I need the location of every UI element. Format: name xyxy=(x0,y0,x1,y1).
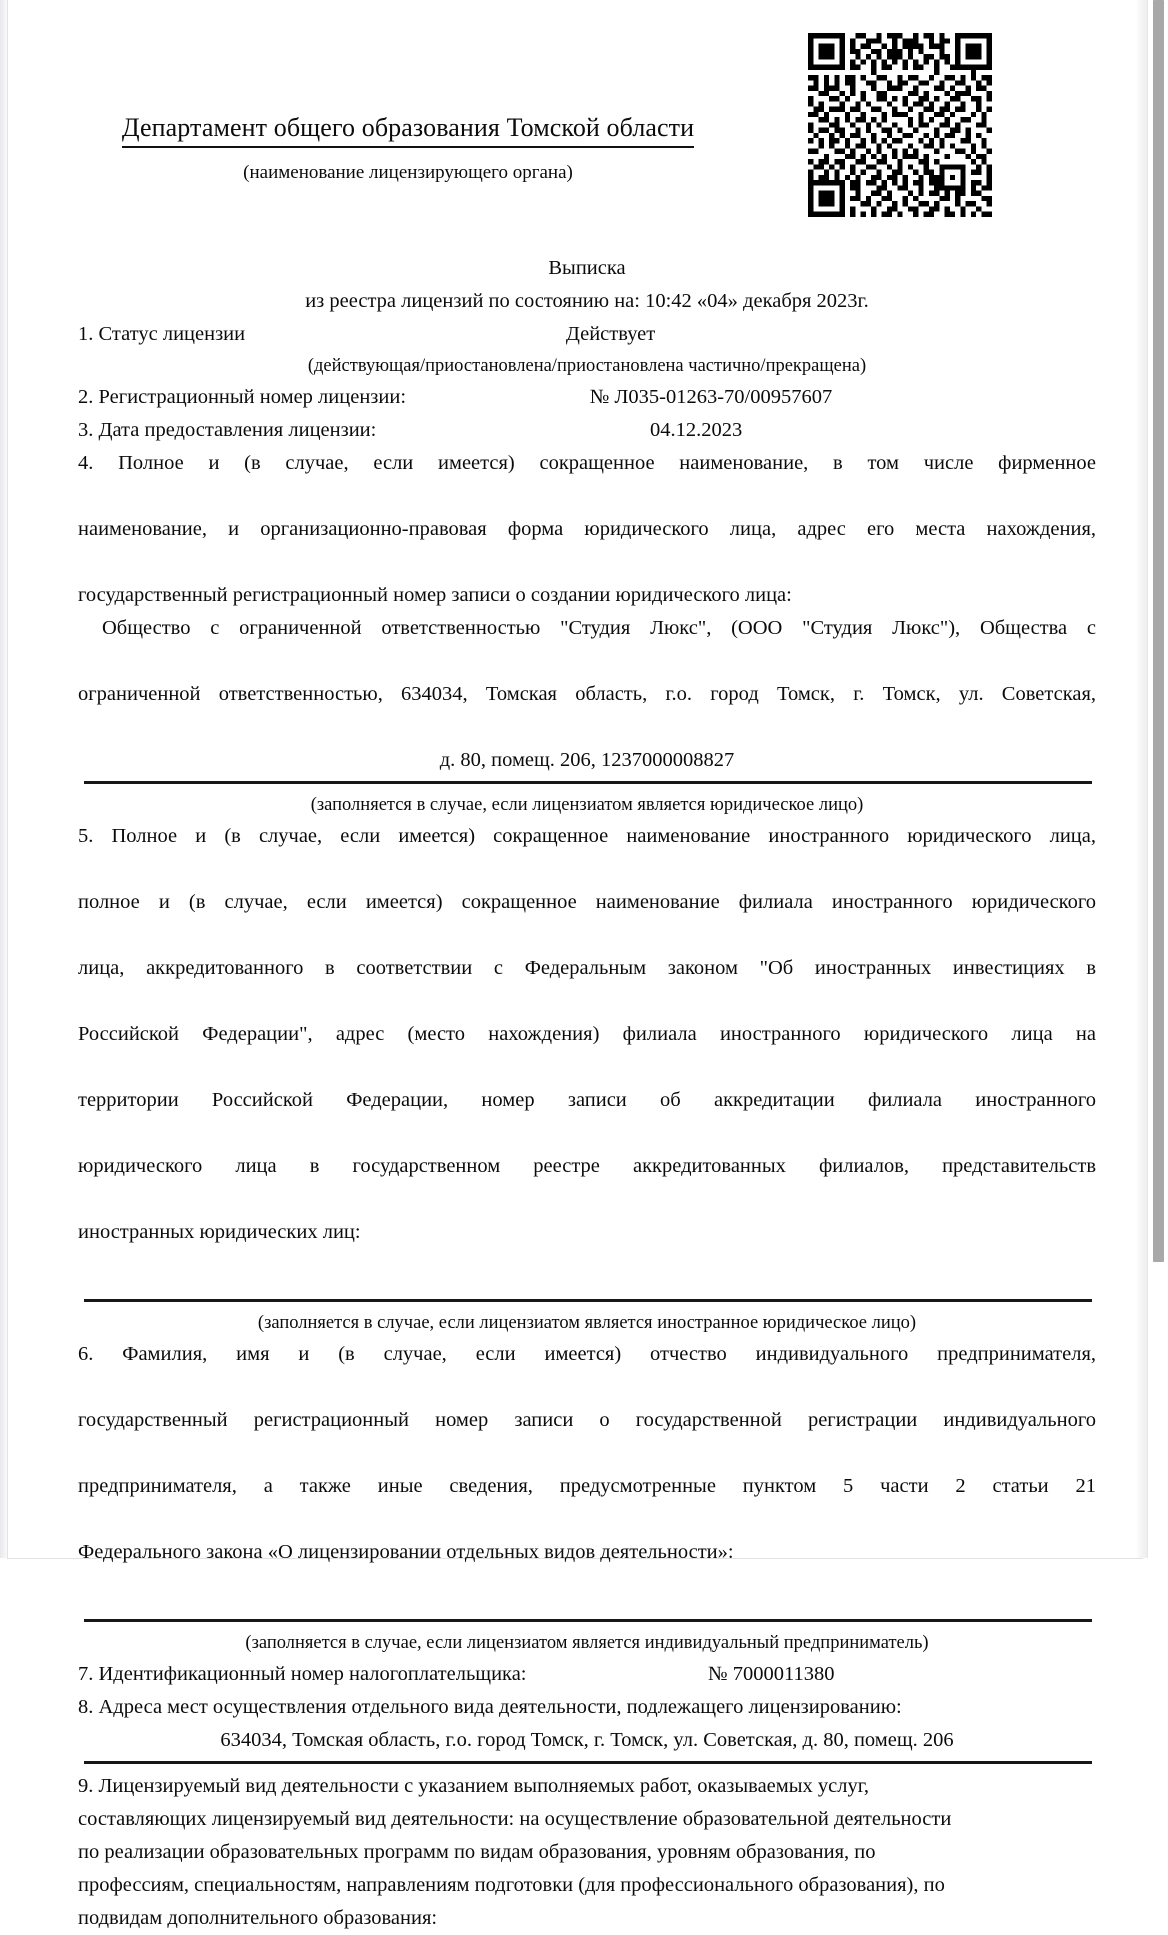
item-6-text-line-2: государственный регистрационный номер записи о государственной регистрации индивидуального xyxy=(78,1409,1096,1431)
licensing-authority-name: Департамент общего образования Томской области xyxy=(122,112,694,148)
document-subtitle: из реестра лицензий по состоянию на: 10:42 «04» декабря 2023г. xyxy=(305,290,869,312)
item-1-note: (действующая/приостановлена/приостановлена частично/прекращена) xyxy=(307,356,867,376)
scrollbar-thumb[interactable] xyxy=(1153,0,1164,1262)
item-4-text-line-3: государственный регистрационный номер записи о создании юридического лица: xyxy=(78,584,792,606)
item-5-value xyxy=(78,1249,1096,1295)
item-4-value-line-2: ограниченной ответственностью, 634034, Томская область, г.о. город Томск, г. Томск, ул. Советская, xyxy=(78,683,1096,705)
item-1-status xyxy=(78,318,1096,351)
item-9-text-line-5: подвидам дополнительного образования: xyxy=(78,1907,438,1929)
item-5-rule xyxy=(84,1299,1092,1302)
licensing-authority-caption: (наименование лицензирующего органа) xyxy=(243,162,573,183)
item-8-label: 8. Адреса мест осуществления отдельного вида деятельности, подлежащего лицензированию: xyxy=(78,1696,902,1718)
qr-code xyxy=(803,28,997,222)
item-4-value-line-1: Общество с ограниченной ответственностью "Студия Люкс", (ООО "Студия Люкс"), Общества с xyxy=(102,617,1096,639)
item-3-value: 04.12.2023 xyxy=(650,419,743,441)
item-6-text-line-1: 6. Фамилия, имя и (в случае, если имеется) отчество индивидуального предпринимателя, xyxy=(78,1343,1096,1365)
item-5-text-line-3: лица, аккредитованного в соответствии с Федеральным законом "Об иностранных инвестициях в xyxy=(78,957,1096,979)
item-9-text-line-4: профессиям, специальностям, направлениям подготовки (для профессионального образования), по xyxy=(78,1874,945,1896)
item-7-label: 7. Идентификационный номер налогоплательщика: xyxy=(78,1663,527,1685)
item-1-value: Действует xyxy=(565,323,656,345)
licensing-authority-header xyxy=(8,112,808,148)
document-content xyxy=(8,0,1142,1929)
item-9-text-line-3: по реализации образовательных программ по видам образования, уровням образования, по xyxy=(78,1841,876,1863)
item-9-text-line-2: составляющих лицензируемый вид деятельности: на осуществление образовательной деятельности xyxy=(78,1808,952,1830)
item-6-text-line-3: предпринимателя, а также иные сведения, предусмотренные пунктом 5 части 2 статьи 21 xyxy=(78,1475,1096,1497)
document-title: Выписка xyxy=(548,257,626,279)
item-5-text-line-2: полное и (в случае, если имеется) сокращенное наименование филиала иностранного юридического xyxy=(78,891,1096,913)
item-5-text-line-1: 5. Полное и (в случае, если имеется) сокращенное наименование иностранного юридического лица, xyxy=(78,825,1096,847)
document-body xyxy=(78,252,1096,1935)
item-8-rule xyxy=(84,1761,1092,1764)
item-6-rule xyxy=(84,1619,1092,1622)
item-5-text-line-5: территории Российской Федерации, номер записи об аккредитации филиала иностранного xyxy=(78,1089,1096,1111)
item-4-text-line-1: 4. Полное и (в случае, если имеется) сокращенное наименование, в том числе фирменное xyxy=(78,452,1096,474)
item-5-note: (заполняется в случае, если лицензиатом является иностранное юридическое лицо) xyxy=(257,1313,917,1333)
item-7-inn xyxy=(78,1658,1096,1691)
vertical-scrollbar[interactable] xyxy=(1147,0,1168,1558)
item-6-note: (заполняется в случае, если лицензиатом является индивидуальный предприниматель) xyxy=(245,1633,929,1653)
item-9-text-line-1: 9. Лицензируемый вид деятельности с указанием выполняемых работ, оказываемых услуг, xyxy=(78,1775,869,1797)
item-7-value: № 7000011380 xyxy=(708,1663,835,1685)
document-page xyxy=(8,0,1142,1929)
item-1-label: 1. Статус лицензии xyxy=(78,323,246,345)
item-4-rule xyxy=(84,781,1092,784)
item-5-text-line-6: юридического лица в государственном реестре аккредитованных филиалов, представительств xyxy=(78,1155,1096,1177)
item-6-value xyxy=(78,1569,1096,1615)
item-2-registration-number xyxy=(78,381,1096,414)
item-2-value: № Л035-01263-70/00957607 xyxy=(589,386,833,408)
item-8-value: 634034, Томская область, г.о. город Томск, г. Томск, ул. Советская, д. 80, помещ. 206 xyxy=(220,1729,954,1751)
item-4-text-line-2: наименование, и организационно-правовая форма юридического лица, адрес его места нахождения, xyxy=(78,518,1096,540)
item-4-value-line-3: д. 80, помещ. 206, 1237000008827 xyxy=(439,749,735,771)
item-5-text-line-7: иностранных юридических лиц: xyxy=(78,1221,361,1243)
item-3-label: 3. Дата предоставления лицензии: xyxy=(78,419,377,441)
item-6-text-line-4: Федерального закона «О лицензировании отдельных видов деятельности»: xyxy=(78,1541,734,1563)
item-2-label: 2. Регистрационный номер лицензии: xyxy=(78,386,407,408)
item-3-issue-date xyxy=(78,414,1096,447)
item-5-text-line-4: Российской Федерации", адрес (место нахождения) филиала иностранного юридического лица на xyxy=(78,1023,1096,1045)
item-4-note: (заполняется в случае, если лицензиатом является юридическое лицо) xyxy=(310,795,864,815)
